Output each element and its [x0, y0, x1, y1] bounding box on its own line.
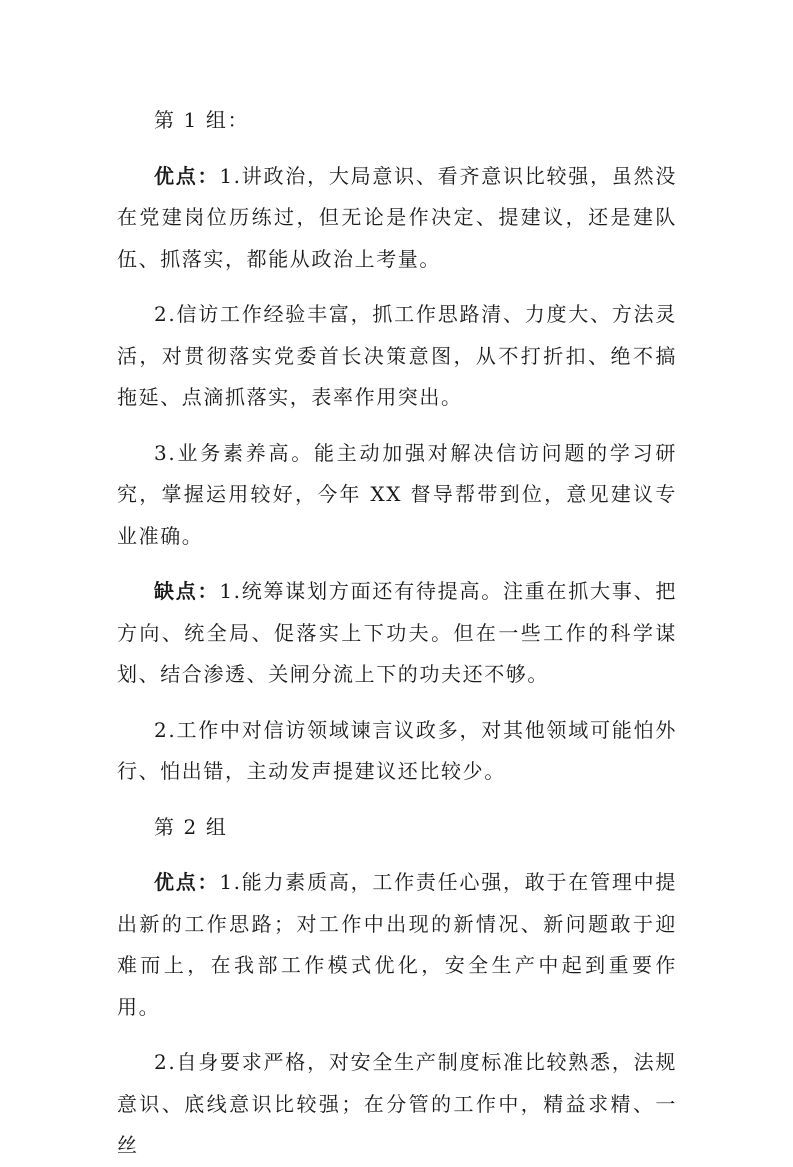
document-page [117, 100, 677, 1167]
group-2-pros-item-1 [117, 862, 677, 1028]
group-2-pros-item-2: 2.自身要求严格，对安全生产制度标准比较熟悉，法规意识、底线意识比较强；在分管的工作中，精益求精、一丝 [117, 1050, 677, 1157]
group-1-pros-item-2: 2.信访工作经验丰富，抓工作思路清、力度大、方法灵活，对贯彻落实党委首长决策意图，从不打折扣、绝不搞拖延、点滴抓落实，表率作用突出。 [117, 302, 677, 409]
group-2-heading: 第 2 组 [154, 814, 228, 839]
pros-item-text: 1.讲政治，大局意识、看齐意识比较强，虽然没在党建岗位历练过，但无论是作决定、提建议，还是建队伍、抓落实，都能从政治上考量。 [117, 163, 677, 271]
cons-item-text: 1.统筹谋划方面还有待提高。注重在抓大事、把方向、统全局、促落实上下功夫。但在一些工作的科学谋划、结合渗透、关闸分流上下的功夫还不够。 [117, 579, 677, 686]
cons-label: 缺点： [154, 579, 220, 603]
group-1-heading: 第 1 组： [154, 108, 250, 132]
pros-label: 优点： [154, 870, 220, 894]
pros-label: 优点： [154, 163, 220, 188]
group-1-pros-item-3: 3.业务素养高。能主动加强对解决信访问题的学习研究，掌握运用较好，今年 XX 督导帮带到位，意见建议专业准确。 [117, 440, 677, 548]
group-1-pros-item-1 [117, 156, 677, 281]
pros-item-text: 1.能力素质高，工作责任心强，敢于在管理中提出新的工作思路；对工作中出现的新情况、新问题敢于迎难而上，在我部工作模式优化，安全生产中起到重要作用。 [117, 870, 677, 1019]
group-1-cons-item-2: 2.工作中对信访领域谏言议政多，对其他领域可能怕外行、怕出错，主动发声提建议还比较少。 [117, 717, 677, 783]
group-1-cons-item-1 [117, 571, 677, 696]
